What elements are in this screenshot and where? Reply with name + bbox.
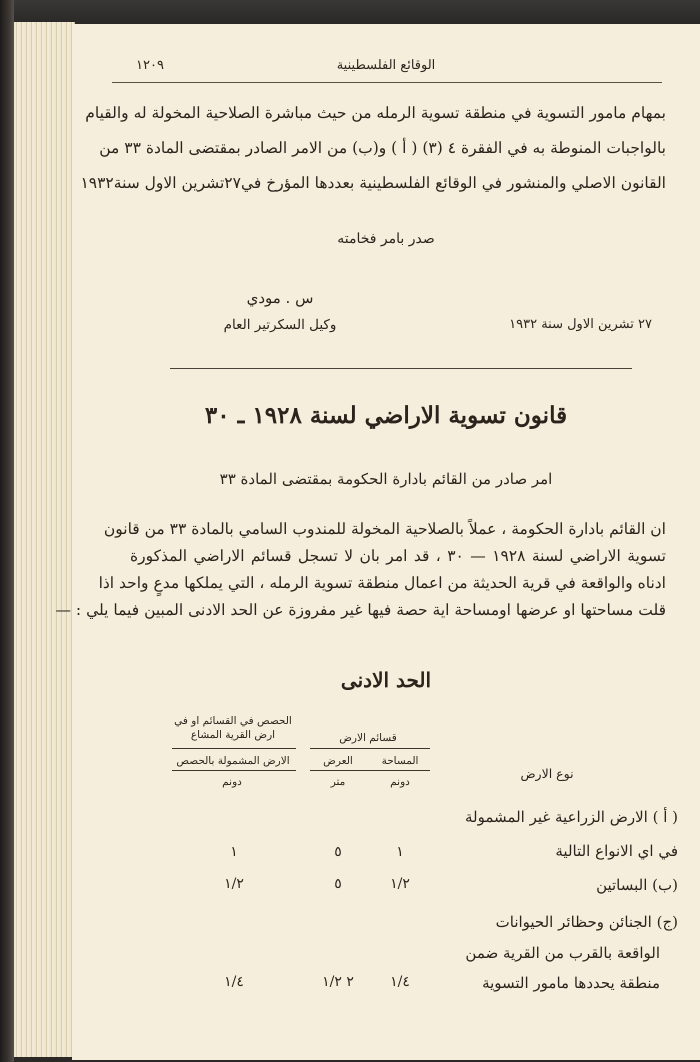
page-stack-edges [14, 22, 75, 1057]
gazette-page [55, 24, 700, 1060]
width-value: ٢ ١/٢ [322, 974, 354, 990]
land-type-row-label: (ج) الجنائن وحظائر الحيوانات [495, 913, 678, 931]
page-number: ١٢٠٩ [136, 58, 164, 73]
book-spine-edge [0, 0, 14, 1062]
width-value: ٥ [334, 876, 342, 892]
land-type-row-label: منطقة يحددها مامور التسوية [482, 974, 660, 992]
width-value: ٥ [334, 844, 342, 860]
group-shares-header: الحصص في القسائم او في ارض القرية المشاع [174, 715, 292, 741]
signatory-name: س . مودي [246, 289, 314, 307]
col-width-header: العرض [323, 755, 353, 767]
intro-paragraph [80, 96, 666, 201]
order-line: تسوية الاراضي لسنة ١٩٢٨ — ٣٠ ، قد امر بان لا تسجل قسائم الاراضي المذكورة [130, 547, 666, 565]
table-rule [172, 770, 296, 771]
land-type-row-label: ( أ ) الارض الزراعية غير المشمولة [465, 808, 678, 826]
intro-line: بالواجبات المنوطة به في الفقرة ٤ (٣) ( أ ) و(ب) من الامر الصادر بمقتضى المادة ٣٣ من [99, 139, 666, 157]
col-land-type-header: نوع الارض [520, 766, 574, 781]
table-rule [310, 770, 430, 771]
area-value: ١/٢ [390, 876, 410, 892]
order-heading: امر صادر من القائم بادارة الحكومة بمقتضى المادة ٣٣ [219, 470, 553, 488]
minimum-limit-heading: الحد الادنى [340, 668, 432, 692]
land-type-row-label: (ب) البساتين [596, 876, 678, 894]
issued-by-order: صدر بامر فخامته [337, 231, 435, 247]
running-header [112, 58, 660, 80]
area-value: ١ [396, 844, 404, 860]
shares-value: ١ [230, 844, 238, 860]
signatory-title: وكيل السكرتير العام [223, 317, 337, 333]
order-paragraph [55, 516, 666, 624]
area-value: ١/٤ [390, 974, 410, 990]
signature-date: ٢٧ تشرين الاول سنة ١٩٣٢ [509, 317, 652, 332]
order-line: قلت مساحتها او عرضها اومساحة اية حصة فيها غير مفروزة عن الحد الادنى المبين فيما يلي : — [55, 601, 666, 619]
table-rule [172, 748, 296, 749]
unit-area: دونم [390, 776, 410, 788]
shares-value: ١/٢ [224, 876, 244, 892]
gazette-title: الوقائع الفلسطينية [336, 58, 436, 73]
group-parcels-header: قسائم الارض [339, 732, 397, 744]
land-type-row-label: الواقعة بالقرب من القرية ضمن [465, 944, 660, 962]
col-shared-land-header: الارض المشمولة بالحصص [176, 755, 290, 767]
order-line: ان القائم بادارة الحكومة ، عملاً بالصلاحية المخولة للمندوب السامي بالمادة ٣٣ من قانون [103, 520, 666, 538]
land-type-row-label: في اي الانواع التالية [555, 842, 678, 860]
intro-line: القانون الاصلي والمنشور في الوقائع الفلسطينية بعددها المؤرخ في٢٧تشرين الاول سنة١٩٣٢ [80, 174, 666, 192]
law-title: قانون تسوية الاراضي لسنة ١٩٢٨ ـ ٣٠ [204, 402, 568, 429]
shares-value: ١/٤ [224, 974, 244, 990]
intro-line: بمهام مامور التسوية في منطقة تسوية الرمله من حيث مباشرة الصلاحية المخولة له والقيام [85, 104, 666, 122]
unit-shares: دونم [222, 776, 242, 788]
unit-width: متر [330, 776, 346, 788]
header-rule [112, 82, 662, 83]
order-line: ادناه والواقعة في قرية الحديثة من اعمال منطقة تسوية الرمله ، التي يملكها مدعٍ واحد اذا [98, 574, 666, 592]
table-rule [310, 748, 430, 749]
section-divider [170, 368, 632, 369]
book-top-edge [0, 0, 700, 24]
col-area-header: المساحة [381, 755, 419, 767]
